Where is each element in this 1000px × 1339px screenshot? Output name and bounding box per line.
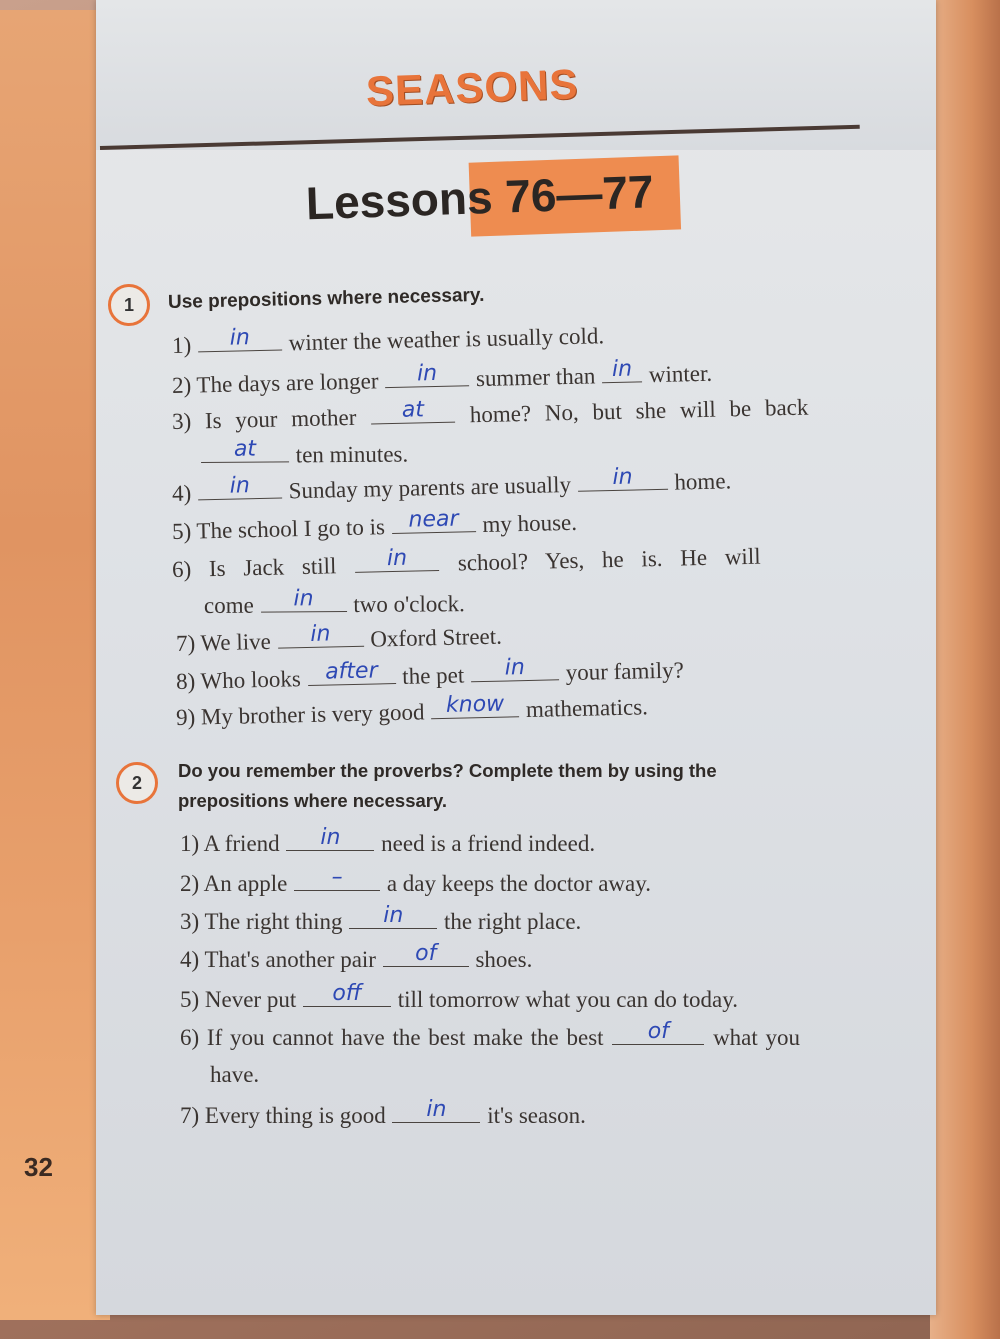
ex2-item-6-cont: have. bbox=[210, 1062, 260, 1087]
ex1-item-8: 8) Who looks after the pet in your family? bbox=[175, 655, 685, 694]
answer-blank[interactable]: in bbox=[385, 363, 470, 388]
lesson-title: Lessons 76—77 bbox=[305, 165, 655, 230]
section-title: SEASONS bbox=[365, 60, 580, 115]
ex2-item-2: 2) An apple – a day keeps the doctor away. bbox=[180, 865, 651, 896]
ex1-item-9: 9) My brother is very good know mathematics. bbox=[175, 691, 649, 730]
ex1-item-6-cont: come in two o'clock. bbox=[203, 586, 465, 618]
answer-blank[interactable]: in bbox=[260, 589, 346, 613]
ex1-item-1: 1) in winter the weather is usually cold. bbox=[171, 323, 605, 358]
answer-blank[interactable]: know bbox=[431, 694, 519, 719]
lesson-title-box bbox=[299, 155, 682, 248]
ex1-item-5: 5) The school I go to is near my house. bbox=[171, 506, 578, 544]
answer-blank[interactable]: in bbox=[392, 1100, 480, 1123]
exercise-2-number: 2 bbox=[116, 762, 158, 804]
ex1-item-3-cont: at ten minutes. bbox=[200, 439, 408, 469]
answer-blank[interactable]: – bbox=[294, 868, 380, 891]
ex1-item-2: 2) The days are longer in summer than in winter. bbox=[171, 356, 713, 398]
exercise-2-instruction: Do you remember the proverbs? Complete them by using the bbox=[178, 760, 717, 781]
answer-blank[interactable]: in bbox=[471, 657, 559, 682]
ex1-item-4: 4) in Sunday my parents are usually in home. bbox=[171, 464, 732, 506]
ex1-item-6: 6) Is Jack still in school? Yes, he is. He will bbox=[171, 543, 761, 582]
answer-blank[interactable]: in bbox=[349, 906, 437, 929]
ex2-item-7: 7) Every thing is good in it's season. bbox=[180, 1097, 586, 1128]
answer-blank[interactable]: after bbox=[307, 661, 395, 686]
ex2-item-3: 3) The right thing in the right place. bbox=[180, 903, 582, 934]
answer-blank[interactable]: in bbox=[286, 828, 374, 851]
ex2-item-6: 6) If you cannot have the best make the best of what you bbox=[180, 1019, 801, 1050]
ex2-item-5: 5) Never put off till tomorrow what you can do today. bbox=[180, 981, 738, 1012]
exercise-1-number: 1 bbox=[108, 284, 150, 326]
book-edge bbox=[930, 0, 1000, 1339]
ex2-item-4: 4) That's another pair of shoes. bbox=[180, 941, 533, 972]
ex1-item-7: 7) We live in Oxford Street. bbox=[175, 621, 503, 656]
answer-blank[interactable]: in bbox=[277, 624, 363, 649]
answer-blank[interactable]: in bbox=[198, 328, 283, 353]
ex2-item-1: 1) A friend in need is a friend indeed. bbox=[180, 825, 596, 856]
answer-blank[interactable]: at bbox=[201, 439, 289, 463]
answer-blank[interactable]: near bbox=[391, 509, 476, 534]
answer-blank[interactable]: of bbox=[612, 1022, 704, 1045]
page-number: 32 bbox=[24, 1152, 53, 1182]
answer-blank[interactable]: in bbox=[602, 359, 643, 383]
answer-blank[interactable]: in bbox=[198, 476, 283, 501]
exercise-2-instruction-cont: prepositions where necessary. bbox=[178, 790, 448, 811]
answer-blank[interactable]: of bbox=[383, 944, 469, 967]
ex1-item-3: 3) Is your mother at home? No, but she will be back bbox=[171, 394, 809, 434]
answer-blank[interactable]: at bbox=[371, 400, 456, 425]
left-margin-strip bbox=[0, 10, 110, 1320]
answer-blank[interactable]: in bbox=[577, 467, 667, 492]
exercise-1-instruction: Use prepositions where necessary. bbox=[167, 284, 485, 313]
answer-blank[interactable]: off bbox=[303, 984, 391, 1007]
answer-blank[interactable]: in bbox=[355, 548, 440, 573]
